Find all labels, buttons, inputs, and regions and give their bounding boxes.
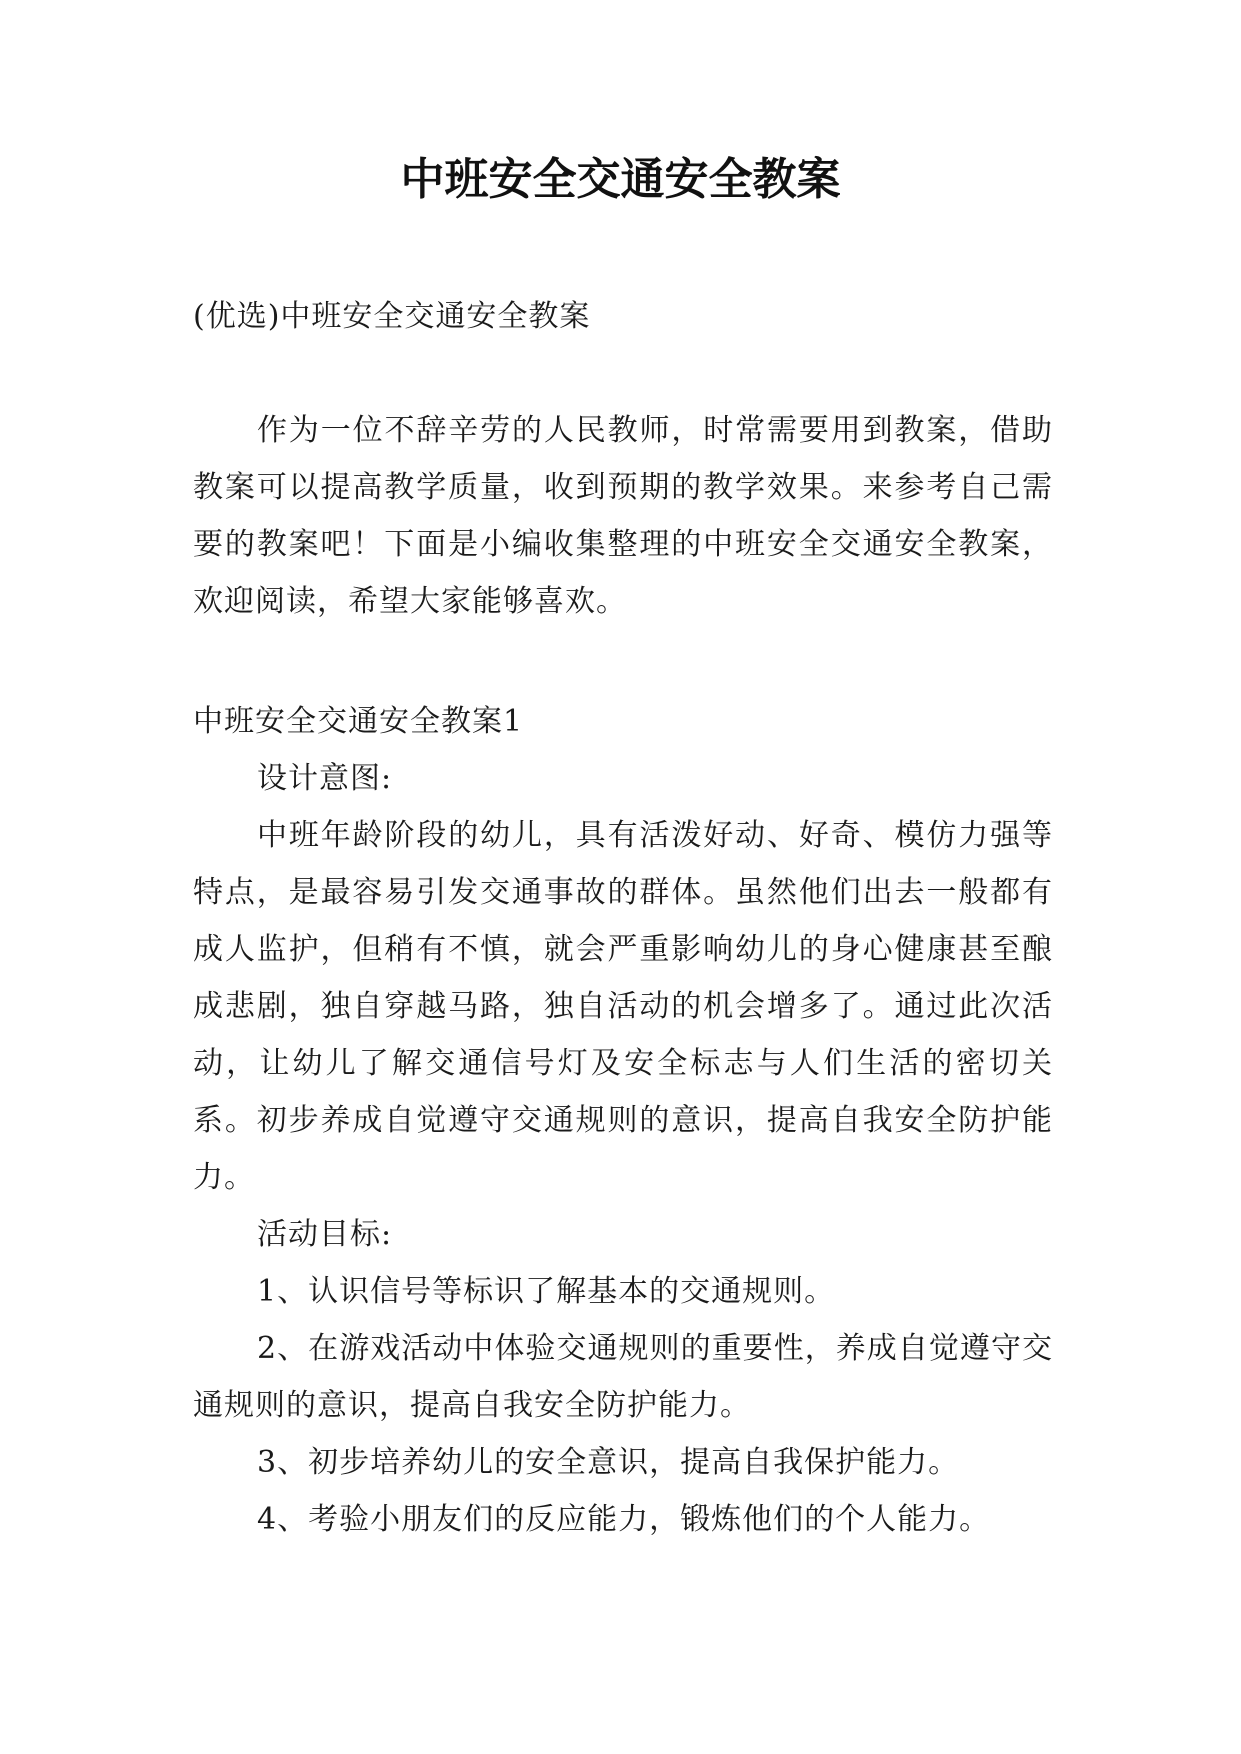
intro-paragraph: 作为一位不辞辛劳的人民教师，时常需要用到教案，借助教案可以提高教学质量，收到预期的教学效果。来参考自己需要的教案吧！下面是小编收集整理的中班安全交通安全教案，欢迎阅读，希望大家能够喜欢。 (193, 413, 1053, 619)
lesson-plan-section (193, 693, 1053, 1548)
design-label: 设计意图: (257, 761, 393, 796)
intro-paragraph-block (193, 402, 1053, 630)
section-heading: 中班安全交通安全教案1 (193, 704, 524, 739)
design-paragraph: 中班年龄阶段的幼儿，具有活泼好动、好奇、模仿力强等特点，是最容易引发交通事故的群体。虽然他们出去一般都有成人监护，但稍有不慎，就会严重影响幼儿的身心健康甚至酿成悲剧，独自穿越马路，独自活动的机会增多了。通过此次活动，让幼儿了解交通信号灯及安全标志与人们生活的密切关系。初步养成自觉遵守交通规则的意识，提高自我安全防护能力。 (193, 818, 1053, 1195)
goal-item: 2、在游戏活动中体验交通规则的重要性，养成自觉遵守交通规则的意识，提高自我安全防护能力。 (193, 1331, 1053, 1423)
document-title: 中班安全交通安全教案 (400, 154, 841, 205)
goal-item: 4、考验小朋友们的反应能力，锻炼他们的个人能力。 (257, 1502, 991, 1537)
goal-item: 1、认识信号等标识了解基本的交通规则。 (257, 1274, 836, 1309)
subtitle-text: (优选)中班安全交通安全教案 (193, 299, 591, 334)
document-subtitle (193, 288, 1053, 345)
goals-label: 活动目标: (257, 1217, 393, 1252)
goal-item: 3、初步培养幼儿的安全意识，提高自我保护能力。 (257, 1445, 960, 1480)
